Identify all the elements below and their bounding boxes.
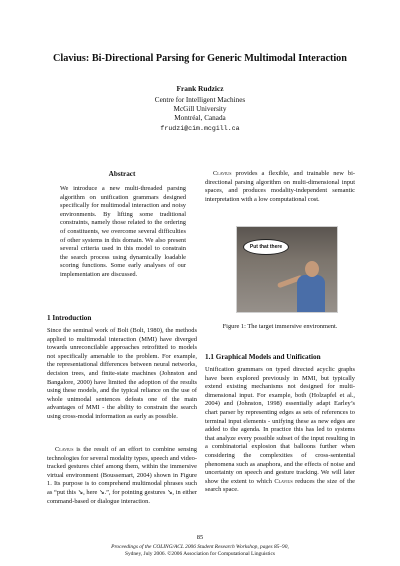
affiliation-line-3: Montréal, Canada [174,114,226,122]
figure-person-head [305,261,319,277]
affiliation-line-1: Centre for Intelligent Machines [154,96,246,104]
figure-immersive-environment [236,226,338,313]
footer-line-1: Proceedings of the COLING/ACL 2006 Student Research Workshop, pages 85–90, [111,544,289,550]
author-name: Frank Rudzicz [176,84,224,93]
paper-title: Clavius: Bi-Directional Parsing for Generic Multimodal Interaction [53,53,347,64]
right-paragraph-2 [205,366,355,495]
intro-paragraph-2-text: is the result of an effort to combine sensing technologies for several modality types, speech and video-tracked gestures chief among them, within the immersive virtual environment (Boussemart, 2004) shown in Figure 1. Its purpose is to comprehend multimodal phrases such as “put this ↘, here ↘.”, for pointing gestures ↘, in either command-based or dialogue interaction. [47,446,197,505]
figure-person-body [297,275,325,313]
system-name: Clavius [55,446,74,453]
subsection-heading: 1.1 Graphical Models and Unification [205,353,321,361]
footer-line-2: Sydney, July 2006. ©2006 Association for Computational Linguistics [124,551,276,558]
system-name: Clavius [213,170,232,177]
right-paragraph-2-end: reduces the size of the search space. [205,477,355,494]
intro-heading: 1 Introduction [47,314,92,322]
speech-bubble: Put that there [243,239,289,255]
proceedings-footer [0,544,400,558]
abstract-text: We introduce a new multi-threaded parsing algorithm on unification grammars designed specifically for multimodal interaction and noisy environments. By lifting some traditional constraints, namely those related to the ordering of constituents, we overcome several difficulties of other systems in this domain. We also present several criteria used in this model to constrain the search process using dynamically loadable scoring functions. Some early analyses of our implementation are discussed. [60,185,186,278]
right-paragraph-2-text: Unification grammars on typed directed acyclic graphs have been explored previously in MMI, but typically extend existing mechanisms not designed for multi-dimensional input. For example, both (Holzapfel et al., 2004) and (Johnston, 1998) essentially adapt Earley’s chart parser by representing edges as sets of references to terminal input elements - unifying these as new edges are added to the agenda. In practice this has led to systems that analyze every possible subset of the input resulting in a combinatorial explosion that balloons further when considering the complexities of cross-sentential phenomena such as anaphora, and the effects of noise and uncertainty on speech and gesture tracking. We will later show the extent to which [205,366,355,485]
figure-caption: Figure 1: The target immersive environment. [222,323,338,330]
right-paragraph-1-text: provides a flexible, and trainable new bi-directional parsing algorithm on multi-dimensional input spaces, and produces modality-independent semantic interpretation with a low computational cost. [205,170,355,203]
intro-paragraph-2 [47,446,197,506]
page-number: 85 [196,534,204,541]
affiliation-line-2: McGill University [173,105,227,113]
author-email: frudzi@cim.mcgill.ca [160,125,240,132]
system-name: Clavius [274,477,293,485]
abstract-heading: Abstract [108,170,136,178]
right-paragraph-1 [205,170,355,204]
intro-paragraph-1: Since the seminal work of Bolt (Bolt, 1980), the methods applied to multimodal interaction (MMI) have diverged towards unreconcilable approaches retrofitted to models not specifically amenable to the problem. For example, the representational differences between neural networks, decision trees, and finite-state machines (Johnston and Bangalore, 2000) have limited the adoption of the results using these models, and the typical reliance on the use of whole unimodal sentences defeats one of the main advantages of MMI - the ability to constrain the search using cross-modal information as early as possible. [47,327,197,420]
